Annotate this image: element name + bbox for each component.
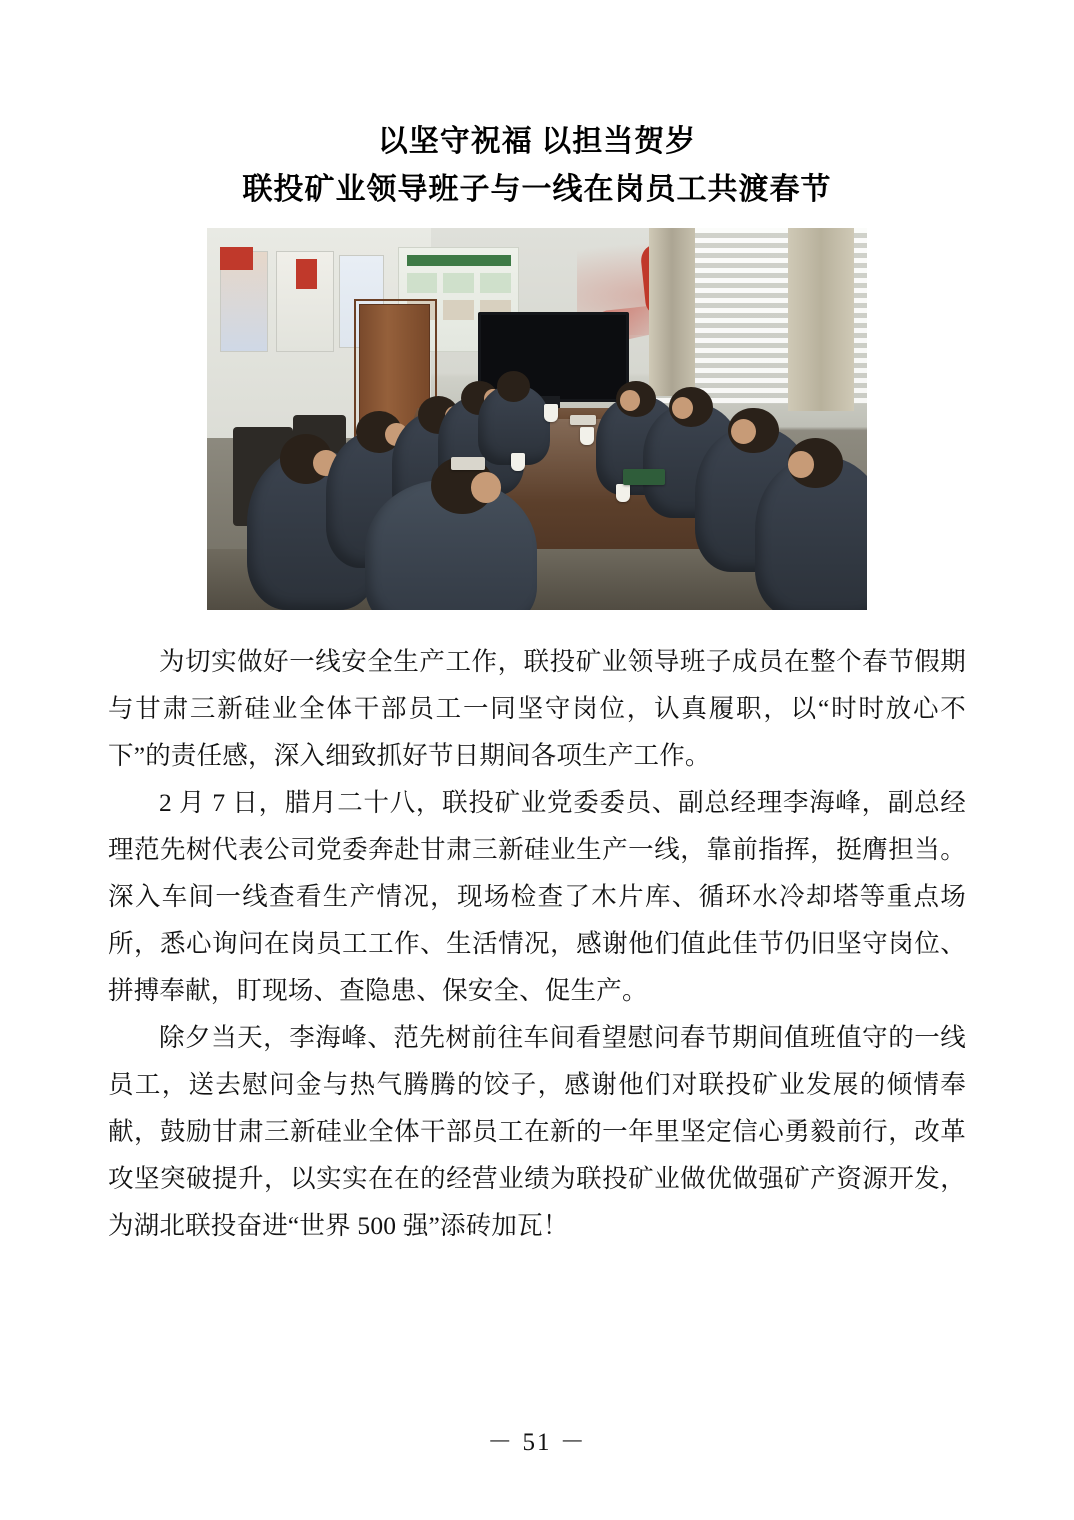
photo-board-header [407, 255, 512, 265]
photo-board-cell [443, 300, 474, 321]
paragraph-3: 除夕当天，李海峰、范先树前往车间看望慰问春节期间值班值守的一线员工，送去慰问金与热气腾腾的饺子，感谢他们对联投矿业发展的倾情奉献，鼓励甘肃三新硅业全体干部员工在新的一年里坚定信心勇毅前行，改革攻坚突破提升，以实实在在的经营业绩为联投矿业做优做强矿产资源开发，为湖北联投奋进“世界 500 强”添砖加瓦！ [108, 1023, 966, 1240]
photo-red-label [296, 259, 317, 290]
page-title [108, 118, 966, 214]
photo-cup [616, 484, 630, 502]
photo-notebook [623, 469, 665, 485]
photo-notebook [570, 415, 596, 425]
photo-person-face [471, 472, 501, 503]
article-photo [207, 228, 867, 610]
paragraph-2: 2 月 7 日，腊月二十八，联投矿业党委委员、副总经理李海峰，副总经理范先树代表公司党委奔赴甘肃三新硅业生产一线，靠前指挥，挺膺担当。深入车间一线查看生产情况，现场检查了木片库、循环水冷却塔等重点场所，悉心询问在岗员工工作、生活情况，感谢他们值此佳节仍旧坚守岗位、拼搏奉献，盯现场、查隐患、保安全、促生产。 [108, 788, 966, 1005]
article-body [108, 638, 966, 1249]
photo-curtain-mid [649, 228, 695, 396]
title-line-1: 以坚守祝福 以担当贺岁 [377, 125, 697, 158]
photo-curtain-right [788, 228, 854, 411]
photo-board-cell [443, 273, 474, 294]
photo-notebook [451, 457, 485, 470]
photo-cup [544, 404, 558, 422]
photo-person-face [672, 397, 693, 419]
photo-board-cell [407, 273, 438, 294]
photo-cup [580, 427, 594, 445]
title-line-2: 联投矿业领导班子与一线在岗员工共渡春节 [242, 173, 832, 206]
paragraph-1: 为切实做好一线安全生产工作，联投矿业领导班子成员在整个春节假期与甘肃三新硅业全体干部员工一同坚守岗位，认真履职，以“时时放心不下”的责任感，深入细致抓好节日期间各项生产工作。 [108, 647, 966, 770]
photo-board-cell [480, 273, 511, 294]
photo-scene [207, 228, 867, 610]
photo-person-face [620, 390, 640, 411]
page-number: － 51 － [487, 1429, 587, 1456]
photo-red-banner [220, 247, 253, 270]
photo-person-head [497, 371, 530, 402]
photo-cup [511, 453, 525, 471]
